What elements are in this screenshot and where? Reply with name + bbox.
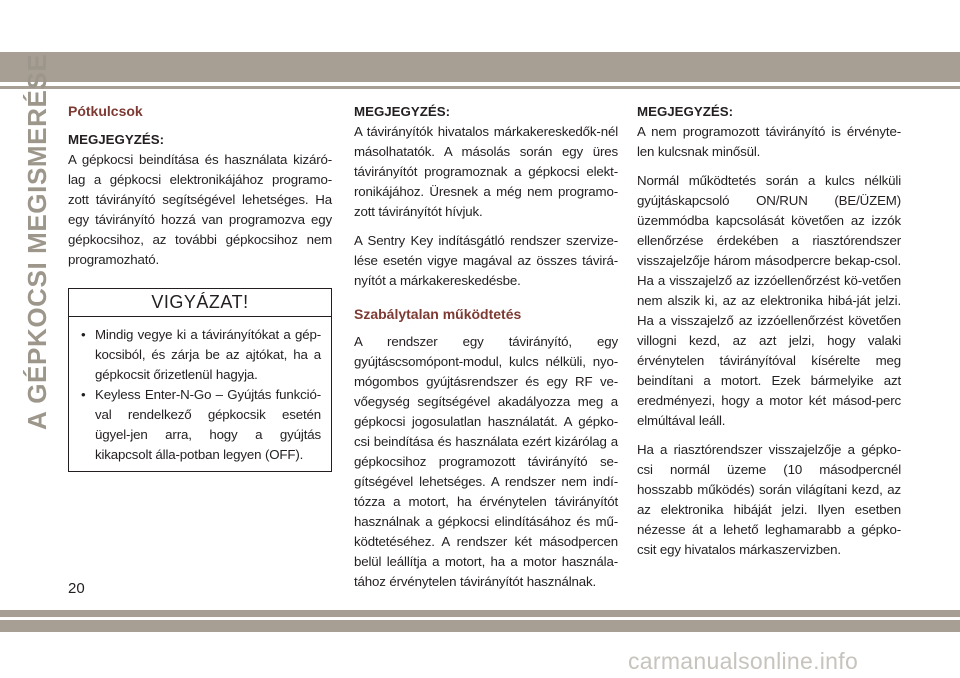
section-title-spare-keys: Pótkulcsok xyxy=(68,103,143,119)
note-heading: MEGJEGYZÉS: xyxy=(354,104,451,119)
column-3 xyxy=(637,102,901,560)
note-heading: MEGJEGYZÉS: xyxy=(637,104,734,119)
page-number: 20 xyxy=(68,580,85,597)
warning-item-text: Keyless Enter-N-Go – Gyújtás funkció-val rendelkező gépkocsik esetén ügyel-jen arra, hogy a gyújtás kikapcsolt álla-potban legyen (OFF). xyxy=(95,387,321,462)
warning-title: VIGYÁZAT! xyxy=(69,289,331,317)
body-text: A rendszer egy távirányító, egy gyújtáscsomópont-modul, kulcs nélküli, nyo-mógombos gyújtásrendszer és egy RF ve-vőegység segítségével akadályozza meg a gépkocsi jogosulatlan használatát. A gépko-csi beindítása és használata ezért kizárólag a gépkocsihoz programozott távirányító se-gítségével lehetséges. A rendszer nem indí-tózza a motort, ha érvénytelen távirányítót használnak a gépkocsi elindításához és mű-ködtetéséhez. A rendszer két másodpercen belül leállítja a motort, ha a motor használa-tához érvénytelen távirányítót használnak. xyxy=(354,334,618,589)
note-text: A gépkocsi beindítása és használata kizáró-lag a gépkocsi elektronikájához programo-zott távirányító segítségével lehetséges. Ha egy távirányító hozzá van programozva egy gépkocsihoz, az további gépkocsihoz nem programozható. xyxy=(68,152,332,267)
warning-item xyxy=(79,385,321,465)
section-title-unauthorized-use: Szabálytalan működtetés xyxy=(354,306,522,322)
bullet-icon: • xyxy=(81,327,86,342)
header-rule xyxy=(0,86,960,89)
warning-item xyxy=(79,325,321,385)
header-band xyxy=(0,52,960,82)
column-1 xyxy=(68,102,332,472)
warning-box xyxy=(68,288,332,472)
bullet-icon: • xyxy=(81,387,86,402)
warning-item-text: Mindig vegye ki a távirányítókat a gép-kocsiból, és zárja be az ajtókat, ha a gépkocsit őrizetlenül hagyja. xyxy=(95,327,321,382)
note-text: A nem programozott távirányító is érvényte-len kulcsnak minősül. xyxy=(637,124,901,159)
note-heading: MEGJEGYZÉS: xyxy=(68,132,165,147)
column-2 xyxy=(354,102,618,592)
paragraph: Normál működtetés során a kulcs nélküli gyújtáskapcsoló ON/RUN (BE/ÜZEM) üzemmódba kapcsolását követően az izzók ellenőrzése érdekében a riasztórendszer visszajelzője három másodpercre bekap-csol. Ha a visszajelző az izzóellenőrzést kö-vetően nem alszik ki, az az elektronika hibá-ját jelzi. Ha a visszajelző az izzóellenőrzést követően villogni kezd, az azt jelzi, hogy valaki érvénytelen távirányítóval kísérelte meg beindítani a motort. Ezek bármelyike azt eredményezi, hogy a motor két másod-perc elmúltával leáll. xyxy=(637,173,901,428)
warning-list xyxy=(79,325,321,465)
paragraph: Ha a riasztórendszer visszajelzője a gépko-csi normál üzeme (10 másodpercnél hosszabb működés) során világítani kezd, az az elektronika hibáját jelzi. Ilyen esetben nézesse át a lehető leghamarabb a gépko-csit egy hivatalos márkaszervizben. xyxy=(637,442,901,557)
footer-band xyxy=(0,610,960,617)
note-text: A távirányítók hivatalos márkakereskedők-nél másolhatatók. A másolás során egy üres távirányítót programoznak a gépkocsi elekt-ronikájához. Üresnek a még nem programo-zott távirányítót hívjuk. xyxy=(354,124,618,219)
sentry-key-text: A Sentry Key indításgátló rendszer szervize-lése esetén vigye magával az összes távirá-nyítót a márkakereskedésbe. xyxy=(354,233,618,288)
chapter-side-label: A GÉPKOCSI MEGISMERÉSE xyxy=(22,53,52,430)
footer-band xyxy=(0,620,960,632)
watermark: carmanualsonline.info xyxy=(628,648,859,674)
top-white-band xyxy=(0,0,960,52)
